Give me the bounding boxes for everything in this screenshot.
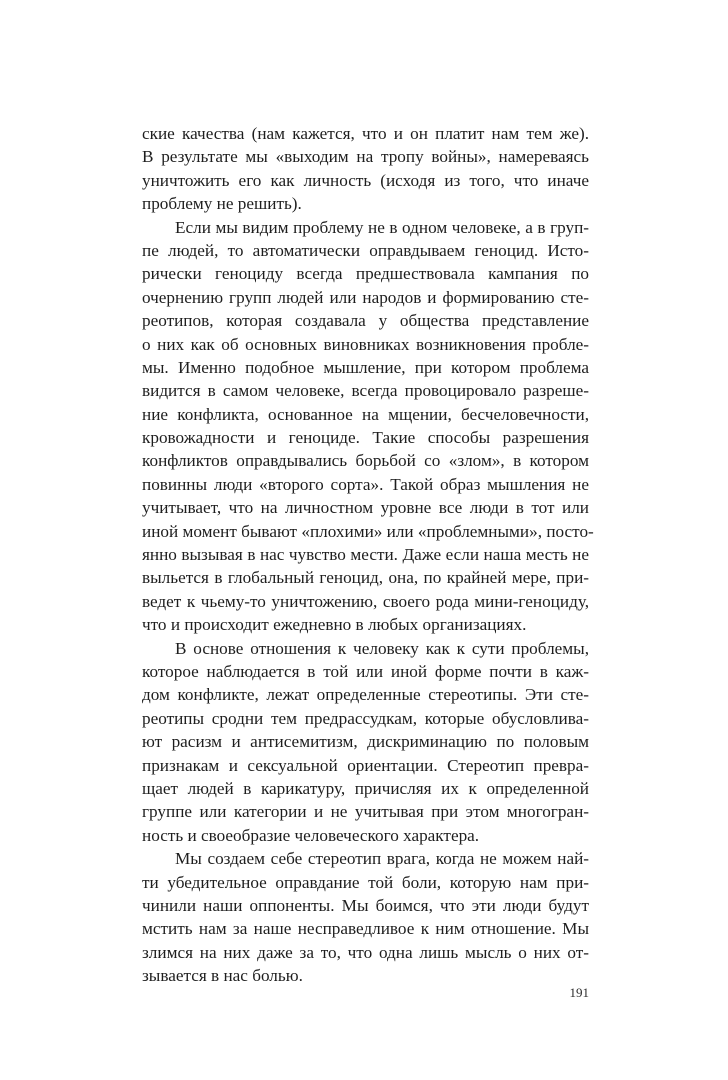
text-line: которое наблюдается в той или иной форме почти в каж- (142, 661, 589, 681)
text-line: реотипов, которая создавала у общества представление (142, 311, 589, 331)
paragraph (142, 216, 594, 637)
text-line: янно вызывая в нас чувство мести. Даже если наша месть не (142, 545, 589, 565)
text-line: ти убедительное оправдание той боли, которую нам при- (142, 872, 589, 892)
text-line: группе или категории и не учитывая при этом многогран- (142, 802, 589, 822)
text-line: В основе отношения к человеку как к сути проблемы, (175, 638, 589, 658)
text-line: Мы создаем себе стереотип врага, когда не можем най- (175, 849, 589, 869)
text-line: уничтожить его как личность (исходя из того, что иначе (142, 170, 589, 190)
text-line: выльется в глобальный геноцид, она, по крайней мере, при- (142, 568, 589, 588)
paragraph (142, 847, 589, 987)
text-line: рически геноциду всегда предшествовала кампания по (142, 264, 589, 284)
text-line: ние конфликта, основанное на мщении, бесчеловечности, (142, 404, 589, 424)
text-line: конфликтов оправдывались борьбой со «злом», в котором (142, 451, 589, 471)
text-line: иной момент бывают «плохими» или «проблемными», посто- (142, 521, 594, 541)
text-line: мстить нам за наше несправедливое к ним отношение. Мы (142, 919, 589, 939)
body-text (142, 122, 594, 987)
text-line: о них как об основных виновниках возникновения пробле- (142, 334, 589, 354)
text-line: дом конфликте, лежат определенные стереотипы. Эти сте- (142, 685, 589, 705)
text-line: злимся на них даже за то, что одна лишь мысль о них от- (142, 942, 589, 962)
text-line: мы. Именно подобное мышление, при котором проблема (142, 357, 589, 377)
text-line: ские качества (нам кажется, что и он платит нам тем же). (142, 124, 589, 143)
text-line: признакам и сексуальной ориентации. Стереотип превра- (142, 755, 589, 775)
text-line: пе людей, то автоматически оправдываем геноцид. Исто- (142, 240, 589, 260)
text-line: ют расизм и антисемитизм, дискриминацию по половым (142, 732, 589, 752)
paragraph (142, 637, 589, 848)
text-line: очернению групп людей или народов и формированию сте- (142, 287, 589, 307)
text-line: Если мы видим проблему не в одном человеке, а в груп- (175, 217, 589, 237)
text-line: щает людей в карикатуру, причисляя их к определенной (142, 778, 589, 798)
text-line: учитывает, что на личностном уровне все люди в тот или (142, 498, 589, 518)
text-line: что и происходит ежедневно в любых организациях. (142, 615, 527, 635)
text-line: ность и своеобразие человеческого характера. (142, 825, 480, 845)
page-number: 191 (569, 985, 589, 1000)
text-line: проблему не решить). (142, 194, 302, 214)
text-line: повинны люди «второго сорта». Такой образ мышления не (142, 474, 589, 494)
text-line: ведет к чьему-то уничтожению, своего рода мини-геноциду, (142, 591, 589, 611)
paragraph (142, 122, 589, 216)
text-line: зывается в нас болью. (142, 966, 303, 986)
text-line: кровожадности и геноциде. Такие способы разрешения (142, 428, 589, 448)
text-line: видится в самом человеке, всегда провоцировало разреше- (142, 381, 589, 401)
text-line: В результате мы «выходим на тропу войны», намереваясь (142, 147, 589, 167)
text-line: чинили наши оппоненты. Мы боимся, что эти люди будут (142, 895, 589, 915)
text-line: реотипы сродни тем предрассудкам, которые обусловлива- (142, 708, 589, 728)
